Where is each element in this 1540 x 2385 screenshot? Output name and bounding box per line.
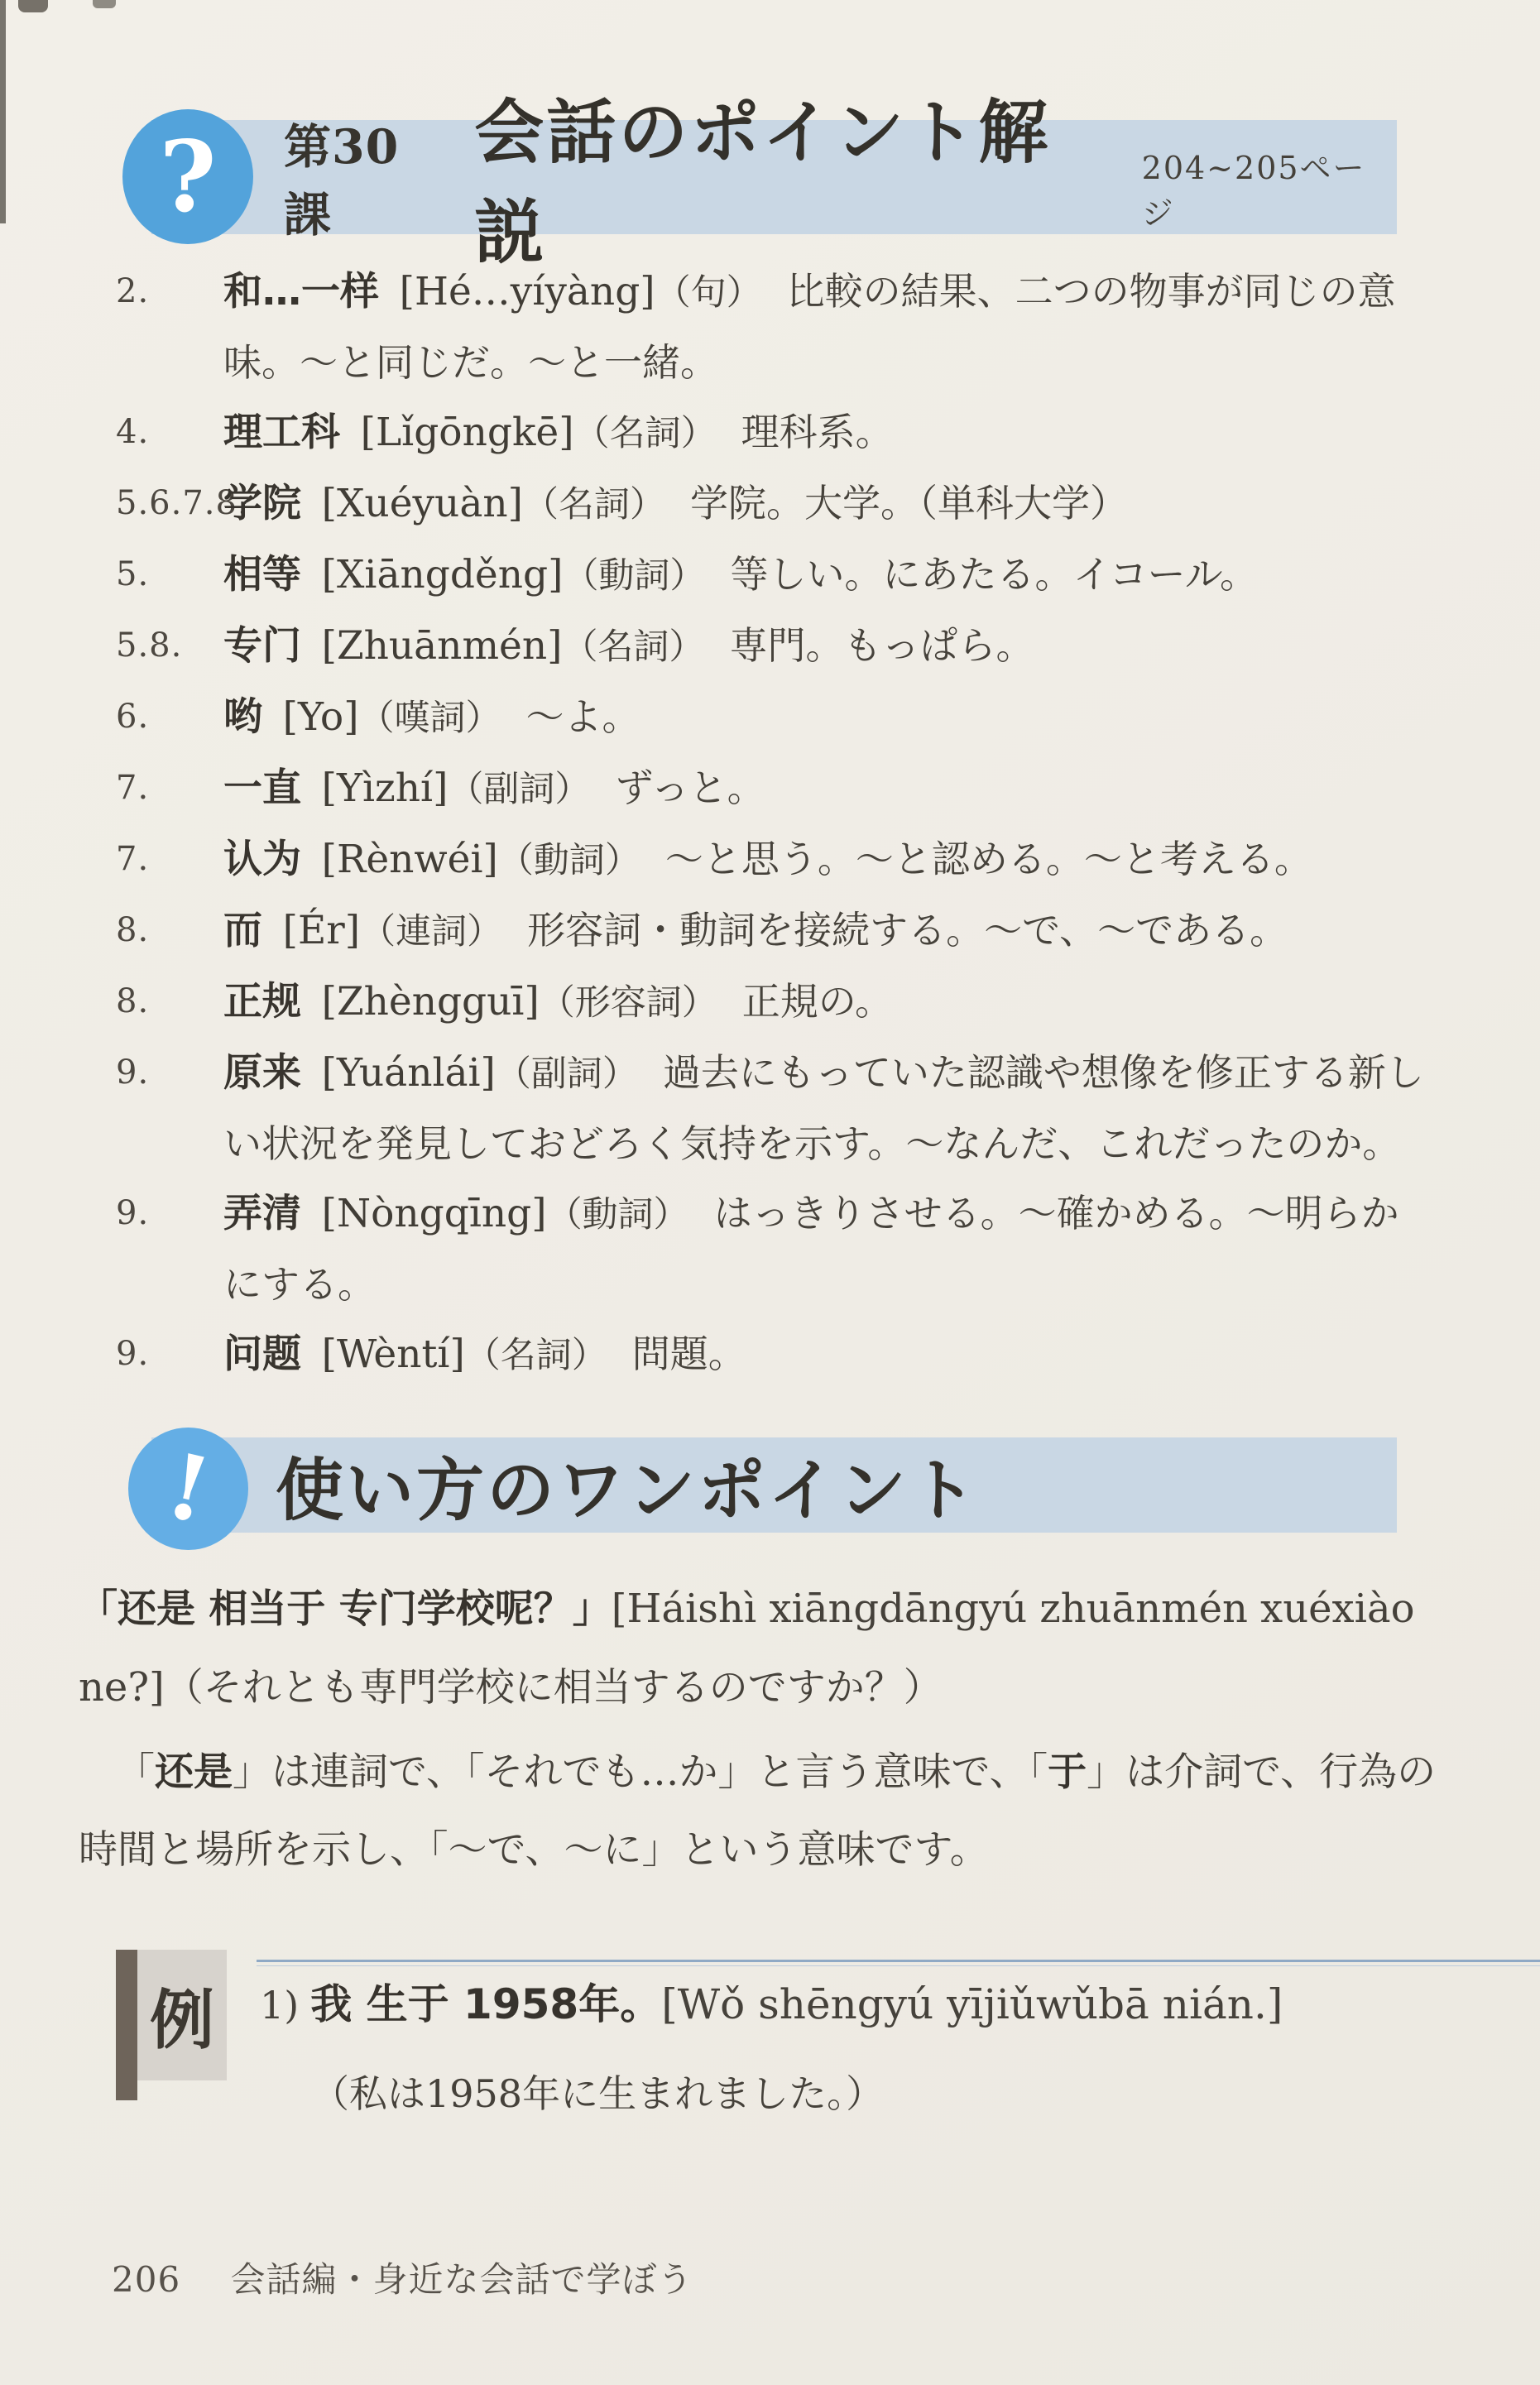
vocab-entry bbox=[116, 824, 1432, 895]
pinyin: [Rènwéi] bbox=[321, 837, 498, 882]
page-footer bbox=[112, 2253, 693, 2302]
vocab-list bbox=[116, 257, 1432, 1390]
part-of-speech: （名詞） bbox=[573, 413, 717, 454]
section-header-points bbox=[151, 91, 1397, 273]
pinyin: [Yìzhí] bbox=[321, 765, 449, 811]
pinyin: [Wèntí] bbox=[321, 1332, 465, 1377]
pinyin: [Nòngqīng] bbox=[321, 1191, 547, 1236]
entry-number: 9. bbox=[116, 1335, 150, 1373]
example-label-bar bbox=[116, 1950, 137, 2100]
entry-number: 5.6.7.8. bbox=[116, 484, 249, 522]
example-label bbox=[137, 1950, 227, 2080]
scan-smudge bbox=[93, 0, 116, 8]
entry-number: 9. bbox=[116, 1053, 150, 1092]
example-sentence bbox=[260, 1965, 1283, 2054]
headword: 正规 bbox=[223, 979, 301, 1025]
pinyin: [Zhuānmén] bbox=[321, 623, 563, 669]
section-title: 使い方のワンポイント bbox=[276, 1451, 980, 1530]
part-of-speech: （連詞） bbox=[360, 911, 503, 953]
example-translation: （私は1958年に生まれました。） bbox=[311, 2071, 885, 2116]
headword: 认为 bbox=[223, 837, 301, 882]
part-of-speech: （動詞） bbox=[497, 840, 640, 881]
entry-number: 5. bbox=[116, 555, 150, 593]
example-number: 1) bbox=[260, 1983, 300, 2027]
definition: 等しい。にあたる。イコール。 bbox=[730, 552, 1258, 597]
headword: 相等 bbox=[223, 552, 301, 597]
entry-body bbox=[223, 895, 1432, 967]
scan-smudge bbox=[18, 0, 48, 12]
part-of-speech: （名詞） bbox=[464, 1335, 607, 1376]
lesson-number: 第30課 bbox=[284, 119, 400, 242]
definition: 過去にもっていた認識や想像を修正する新しい状況を発見しておどろく気持を示す。～なんだ、これだったのか。 bbox=[223, 1050, 1424, 1166]
entry-body bbox=[223, 682, 1432, 753]
headword: 原来 bbox=[223, 1050, 301, 1096]
example-section bbox=[116, 1960, 1540, 2133]
headword: 哟 bbox=[223, 694, 262, 740]
definition: 学院。大学。（単科大学） bbox=[689, 481, 1128, 525]
usage-body bbox=[79, 1734, 1445, 1889]
pinyin: [Zhèngguī] bbox=[321, 979, 540, 1025]
definition: ～よ。 bbox=[525, 694, 640, 739]
entry-body bbox=[223, 1178, 1432, 1319]
section-title: 会話のポイント解説 bbox=[474, 91, 1051, 273]
headword: 弄清 bbox=[223, 1191, 301, 1236]
definition: はっきりさせる。～確かめる。～明らかにする。 bbox=[223, 1191, 1399, 1307]
pinyin: [Xiāngděng] bbox=[321, 552, 564, 597]
entry-body bbox=[223, 1038, 1432, 1178]
example-content bbox=[260, 1950, 1283, 2133]
scan-edge-artifact bbox=[0, 0, 6, 223]
vocab-entry bbox=[116, 611, 1432, 682]
part-of-speech: （動詞） bbox=[546, 1194, 689, 1236]
example-label-text: 例 bbox=[149, 1983, 214, 2058]
entry-body bbox=[223, 824, 1432, 895]
chapter-title: 会話編・身近な会話で学ぼう bbox=[230, 2259, 693, 2300]
vocab-entry bbox=[116, 1319, 1432, 1390]
entry-number: 9. bbox=[116, 1194, 150, 1232]
part-of-speech: （副詞） bbox=[495, 1053, 638, 1095]
usage-chinese-word: 还是 bbox=[155, 1749, 233, 1795]
vocab-entry bbox=[116, 540, 1432, 611]
vocab-entry bbox=[116, 1038, 1432, 1178]
definition: 理科系。 bbox=[741, 410, 894, 454]
entry-body bbox=[223, 611, 1432, 682]
entry-number: 8. bbox=[116, 911, 150, 949]
part-of-speech: （句） bbox=[655, 272, 762, 314]
page-number: 206 bbox=[112, 2259, 181, 2300]
definition: ～と思う。～と認める。～と考える。 bbox=[664, 837, 1312, 881]
usage-text: 「 bbox=[116, 1749, 155, 1795]
quote-translation: （それとも専門学校に相当するのですか？） bbox=[164, 1665, 943, 1711]
part-of-speech: （嘆詞） bbox=[358, 698, 501, 739]
vocab-entry bbox=[116, 895, 1432, 967]
vocab-entry bbox=[116, 468, 1432, 540]
part-of-speech: （名詞） bbox=[522, 484, 665, 525]
definition: ずっと。 bbox=[615, 765, 765, 810]
entry-body bbox=[223, 468, 1432, 540]
pinyin: [Yuánlái] bbox=[321, 1050, 496, 1096]
entry-number: 6. bbox=[116, 698, 150, 736]
example-chinese: 我 生于 1958年。 bbox=[310, 1980, 662, 2028]
pinyin: [Lǐgōngkē] bbox=[360, 410, 574, 455]
entry-number: 7. bbox=[116, 769, 150, 807]
vocab-entry bbox=[116, 1178, 1432, 1319]
entry-number: 4. bbox=[116, 413, 150, 451]
headword: 一直 bbox=[223, 765, 301, 811]
question-glyph: ? bbox=[159, 119, 217, 234]
pinyin: [Xuéyuàn] bbox=[321, 481, 523, 526]
definition: 比較の結果、二つの物事が同じの意味。～と同じだ。～と一緒。 bbox=[223, 269, 1396, 385]
definition: 正規の。 bbox=[741, 979, 893, 1024]
vocab-entry bbox=[116, 753, 1432, 824]
headword: 学院 bbox=[223, 481, 301, 526]
entry-number: 7. bbox=[116, 840, 150, 878]
definition: 形容詞・動詞を接続する。～で、～である。 bbox=[527, 908, 1288, 953]
usage-quote bbox=[79, 1570, 1445, 1727]
entry-body bbox=[223, 540, 1432, 611]
vocab-entry bbox=[116, 967, 1432, 1038]
part-of-speech: （名詞） bbox=[562, 626, 705, 668]
part-of-speech: （動詞） bbox=[563, 555, 706, 597]
pinyin: [Yo] bbox=[282, 694, 359, 740]
usage-text: 」は介詞で、行為の時間と場所を示し、「～で、～に」という意味です。 bbox=[79, 1749, 1437, 1873]
example-pinyin: [Wǒ shēngyú yījiǔwǔbā nián.] bbox=[661, 1980, 1283, 2028]
entry-body bbox=[223, 397, 1432, 468]
pinyin: [Ér] bbox=[282, 908, 361, 953]
headword: 而 bbox=[223, 908, 262, 953]
part-of-speech: （副詞） bbox=[448, 769, 591, 810]
section-header-onepoint bbox=[151, 1433, 1397, 1544]
quote-pinyin: [Háishì xiāngdāngyú zhuānmén xuéxiào ne?] bbox=[79, 1586, 1415, 1711]
entry-number: 2. bbox=[116, 272, 150, 310]
entry-body bbox=[223, 967, 1432, 1038]
exclamation-mark-icon bbox=[128, 1428, 248, 1550]
quote-chinese: 「还是 相当于 专门学校呢？」 bbox=[79, 1586, 612, 1632]
entry-body bbox=[223, 257, 1432, 397]
definition: 専門。もっぱら。 bbox=[729, 623, 1034, 668]
question-mark-icon bbox=[122, 109, 253, 244]
entry-number: 5.8. bbox=[116, 626, 183, 665]
headword: 专门 bbox=[223, 623, 301, 669]
example-label-box bbox=[116, 1950, 227, 2133]
definition: 問題。 bbox=[631, 1332, 746, 1376]
vocab-entry bbox=[116, 682, 1432, 753]
headword: 问题 bbox=[223, 1332, 301, 1377]
entry-number: 8. bbox=[116, 982, 150, 1020]
headword: 和…一样 bbox=[223, 269, 379, 314]
page-range: 204~205ページ bbox=[1141, 150, 1366, 232]
part-of-speech: （形容詞） bbox=[539, 982, 717, 1024]
entry-body bbox=[223, 1319, 1432, 1390]
vocab-entry bbox=[116, 257, 1432, 397]
usage-explanation bbox=[79, 1570, 1445, 1889]
pinyin: [Hé…yíyàng] bbox=[399, 269, 655, 314]
usage-text: 」は連詞で、「それでも…か」と言う意味で、「 bbox=[233, 1749, 1048, 1795]
vocab-entry bbox=[116, 397, 1432, 468]
exclamation-glyph: ! bbox=[157, 1433, 219, 1544]
headword: 理工科 bbox=[223, 410, 340, 455]
entry-body bbox=[223, 753, 1432, 824]
usage-chinese-word: 于 bbox=[1048, 1749, 1087, 1795]
